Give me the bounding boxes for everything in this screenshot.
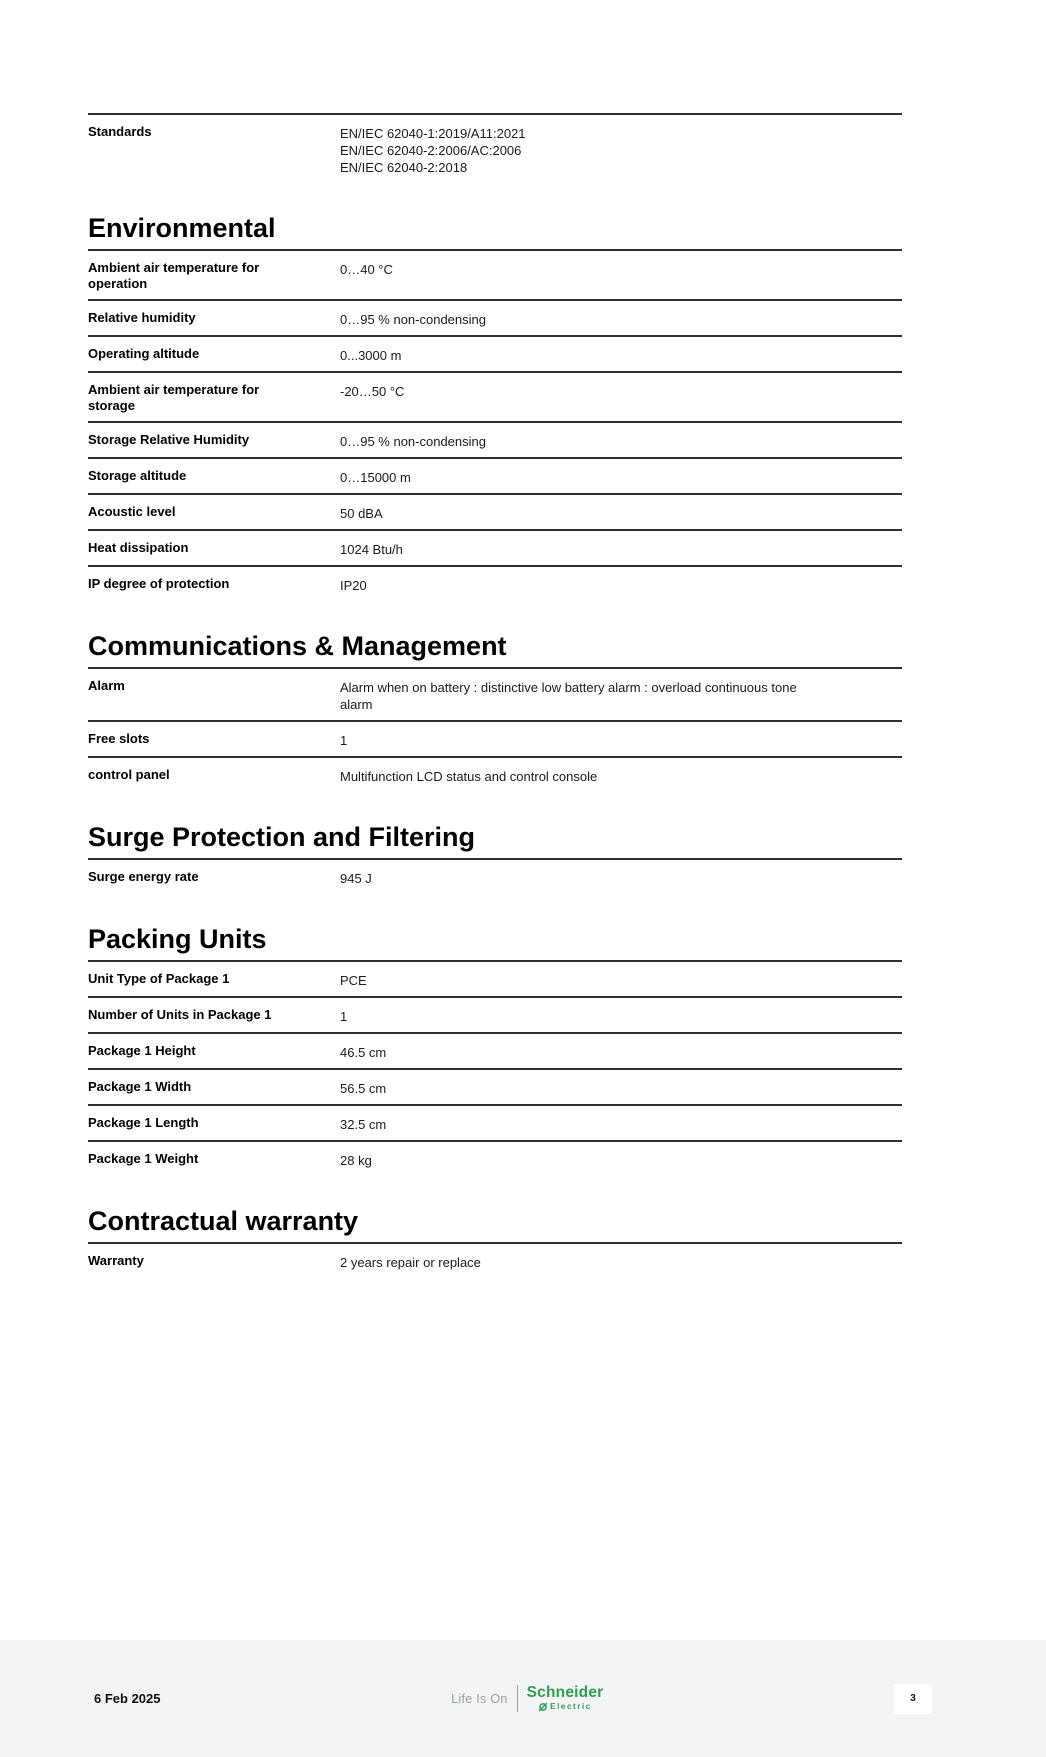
spec-row <box>88 669 902 722</box>
spec-section <box>88 113 902 183</box>
spec-row <box>88 1034 902 1070</box>
spec-row <box>88 531 902 567</box>
spec-label: Storage Relative Humidity <box>88 432 250 447</box>
spec-label: Storage altitude <box>88 468 187 483</box>
spec-value <box>340 1151 902 1169</box>
spec-value <box>340 432 902 450</box>
spec-value <box>340 124 902 176</box>
spec-value-line: 46.5 cm <box>340 1045 387 1060</box>
spec-section <box>88 822 902 894</box>
spec-value <box>340 731 902 749</box>
page-footer <box>0 1640 1046 1757</box>
spec-value-line: Multifunction LCD status and control console <box>340 769 598 784</box>
spec-label: Package 1 Length <box>88 1115 199 1130</box>
spec-row <box>88 1244 902 1278</box>
section-heading: Environmental <box>88 213 902 251</box>
page-number: 3 <box>910 1693 916 1704</box>
spec-value-line: EN/IEC 62040-1:2019/A11:2021 <box>340 126 526 141</box>
brand-name-text: Schneider <box>526 1684 604 1702</box>
spec-label: Free slots <box>88 731 150 746</box>
spec-row <box>88 337 902 373</box>
spec-value <box>340 468 902 486</box>
spec-row <box>88 301 902 337</box>
spec-value <box>340 767 902 785</box>
spec-row <box>88 998 902 1034</box>
spec-value <box>340 1043 902 1061</box>
spec-label: Package 1 Weight <box>88 1151 199 1166</box>
spec-value-line: 0…15000 m <box>340 470 411 485</box>
spec-value-line: 28 kg <box>340 1153 372 1168</box>
spec-row <box>88 251 902 301</box>
spec-label: control panel <box>88 767 170 782</box>
spec-row <box>88 115 902 183</box>
spec-label: Package 1 Height <box>88 1043 196 1058</box>
spec-row <box>88 722 902 758</box>
spec-label: Operating altitude <box>88 346 200 361</box>
spec-label: Number of Units in Package 1 <box>88 1007 272 1022</box>
spec-row <box>88 495 902 531</box>
section-heading: Packing Units <box>88 924 902 962</box>
spec-row <box>88 1070 902 1106</box>
spec-value <box>340 576 902 594</box>
spec-row <box>88 1142 902 1176</box>
spec-row <box>88 758 902 792</box>
spec-value <box>340 1007 902 1025</box>
spec-value-line: PCE <box>340 973 367 988</box>
spec-value-line: 945 J <box>340 871 372 886</box>
spec-value-line: 1 <box>340 733 348 748</box>
spec-row <box>88 860 902 894</box>
spec-row <box>88 1106 902 1142</box>
spec-row <box>88 423 902 459</box>
life-is-on-tagline: Life Is On <box>451 1691 508 1706</box>
spec-label: Standards <box>88 124 152 139</box>
spec-value-line: 50 dBA <box>340 506 383 521</box>
spec-label: Surge energy rate <box>88 869 199 884</box>
spec-value-line: 0…95 % non-condensing <box>340 312 486 327</box>
spec-value-line: Alarm when on battery : distinctive low battery alarm : overload continuous tone <box>340 680 797 695</box>
spec-row <box>88 567 902 601</box>
spec-label: Relative humidity <box>88 310 196 325</box>
spec-row <box>88 459 902 495</box>
spec-value-line: -20…50 °C <box>340 384 405 399</box>
page-number-badge <box>894 1684 932 1714</box>
spec-section <box>88 213 902 601</box>
spec-label: Package 1 Width <box>88 1079 192 1094</box>
spec-row <box>88 962 902 998</box>
spec-label: Acoustic level <box>88 504 176 519</box>
spec-value <box>340 678 902 713</box>
spec-value-line: 56.5 cm <box>340 1081 387 1096</box>
spec-value-line: EN/IEC 62040-2:2018 <box>340 160 468 175</box>
spec-value <box>340 310 902 328</box>
spec-label: Ambient air temperature for storage <box>88 382 260 413</box>
spec-value-line: 0...3000 m <box>340 348 402 363</box>
spec-label: IP degree of protection <box>88 576 230 591</box>
spec-section <box>88 1206 902 1278</box>
spec-value <box>340 1253 902 1271</box>
spec-content <box>88 0 902 1278</box>
schneider-brand-lockup <box>527 1685 604 1712</box>
spec-value-line: 1024 Btu/h <box>340 542 403 557</box>
section-heading: Surge Protection and Filtering <box>88 822 902 860</box>
spec-value-line: IP20 <box>340 578 367 593</box>
spec-label: Heat dissipation <box>88 540 189 555</box>
spec-value <box>340 1115 902 1133</box>
schneider-symbol-icon <box>538 1702 548 1712</box>
spec-row <box>88 373 902 423</box>
brand-sub-text: Electric <box>550 1701 592 1711</box>
spec-value <box>340 1079 902 1097</box>
spec-label: Unit Type of Package 1 <box>88 971 230 986</box>
spec-value-line: EN/IEC 62040-2:2006/AC:2006 <box>340 143 522 158</box>
spec-value-line: 2 years repair or replace <box>340 1255 481 1270</box>
spec-label: Ambient air temperature for operation <box>88 260 260 291</box>
spec-label: Warranty <box>88 1253 144 1268</box>
spec-value-line: 0…40 °C <box>340 262 393 277</box>
brand-electric-line <box>538 1702 592 1712</box>
logo-divider <box>517 1685 518 1712</box>
spec-value <box>340 540 902 558</box>
spec-label: Alarm <box>88 678 125 693</box>
spec-value-line: 0…95 % non-condensing <box>340 434 486 449</box>
spec-value-line: 32.5 cm <box>340 1117 387 1132</box>
spec-value <box>340 869 902 887</box>
footer-date: 6 Feb 2025 <box>94 1691 161 1706</box>
schneider-logo <box>451 1685 603 1712</box>
spec-value <box>340 382 902 400</box>
spec-section <box>88 631 902 792</box>
spec-value <box>340 971 902 989</box>
spec-section <box>88 924 902 1176</box>
spec-value-line: alarm <box>340 697 373 712</box>
section-heading: Contractual warranty <box>88 1206 902 1244</box>
spec-value <box>340 504 902 522</box>
spec-value <box>340 346 902 364</box>
spec-value-line: 1 <box>340 1009 348 1024</box>
spec-value <box>340 260 902 278</box>
section-heading: Communications & Management <box>88 631 902 669</box>
